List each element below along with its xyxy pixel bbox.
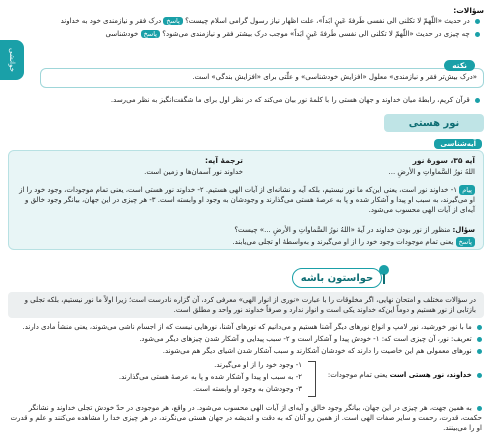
bullet-text: ما با نور خورشید، نور لامپ و انواع نورهای دیگر آشنا هستیم و می‌دانیم که نورهای آشنا، نورهایی نیست که از اجسام ناشی می‌شوند، یعنی منشأ مادی دارند. bbox=[22, 323, 472, 331]
question-2-text: چه چیزی در حدیث «اللّهمّ لا تکلنی الی نفسی طَرفةَ عَینٍ ابَداً» موجب درک بیشتر فقر و نیازمندی می‌شود؟ bbox=[162, 30, 470, 38]
final-paragraph-text: به همین جهت، هر چیزی در این جهان، بیانگر وجود خالق و آیه‌ای از آیات الهی محسوب می‌شود. در واقع، هر موجودی در حدّ خودش تجلی خداوند و نشانگر حکمت، قدرت، رحمت و سایر صفات الهی است. از همین رو آنان که به دقت و اندیشه در جهان هستی می‌نگرند، در هر چیزی خدا را مشاهده می‌کنند و علم و قدرت او را می‌بینند. bbox=[10, 404, 482, 432]
bullet-icon bbox=[477, 349, 482, 354]
question-1-text: در حدیث «اللّهمّ لا تکلنی الی نفسی طَرفةَ عَینٍ ابَداً»، علت اظهار نیاز رسول گرامی اسلام چیست؟ bbox=[185, 17, 470, 25]
question-1-answer: درک فقر و نیازمندی خود به خداوند bbox=[60, 17, 162, 25]
translation-text: خداوند نور آسمان‌ها و زمین است. bbox=[144, 168, 243, 176]
question-1 bbox=[61, 17, 480, 25]
final-paragraph bbox=[8, 403, 482, 433]
bullet-icon bbox=[477, 373, 482, 378]
havas-title: حواستون باشه bbox=[300, 272, 374, 284]
bullet-text: نورهای معمولی هم این خاصیت را دارند که خودشان آشکارند و سبب آشکار شدن اشیای دیگر هم می‌شوند. bbox=[162, 347, 472, 355]
ayeh-arabic: اللهُ نورُ السَّماواتِ و الأرضِ ... bbox=[388, 168, 475, 176]
khoda-nur-item: ۲- به سبب او پیدا و آشکار شده و پا به عرصهٔ هستی می‌گذارند. bbox=[118, 373, 302, 381]
ayeh-question bbox=[17, 225, 475, 235]
ayeh-answer-text: یعنی تمام موجودات وجود خود را از او می‌گیرند و به‌واسطهٔ او تجلی می‌یابند. bbox=[232, 238, 454, 246]
pushpin-icon bbox=[376, 264, 392, 286]
chapter-side-tab[interactable]: خوانشی bbox=[0, 40, 24, 80]
bullet-icon bbox=[475, 32, 480, 37]
bullet-icon bbox=[477, 325, 482, 330]
ayeh-question-text: منظور از نور بودن خداوند در آیهٔ «اللهُ نورُ السَّماواتِ و الأرضِ ...» چیست؟ bbox=[234, 226, 451, 234]
questions-heading: سؤالات: bbox=[453, 6, 484, 15]
bullet-icon bbox=[477, 337, 482, 342]
section-title-havastoon bbox=[292, 268, 382, 288]
quran-line bbox=[111, 96, 480, 104]
bullet-item bbox=[163, 347, 482, 355]
ayeh-ref: آیه ۳۵، سورهٔ نور bbox=[412, 156, 475, 165]
bullet-text: تعریف: نور، آن چیزی است که: ۱- خودش پیدا و آشکار است و ۲- سبب پیدایی و آشکار شدن چیزهای دیگر می‌شود. bbox=[139, 335, 472, 343]
bullet-icon bbox=[477, 406, 482, 411]
section-title-nur-hasti: نور هستی bbox=[384, 114, 484, 132]
answer-tag: پاسخ bbox=[141, 30, 160, 38]
bullet-icon bbox=[475, 19, 480, 24]
brace-icon bbox=[308, 361, 316, 397]
note-box bbox=[40, 61, 484, 88]
ayeh-box bbox=[8, 150, 484, 250]
khoda-nur-title: خداوند، نور هستی است bbox=[389, 371, 472, 379]
ayeh-question-label: سؤال: bbox=[452, 226, 475, 234]
khoda-nur-suffix: یعنی تمام موجودات: bbox=[327, 371, 388, 379]
message-tag: پیام bbox=[459, 185, 475, 195]
translation-label: ترجمهٔ آیه: bbox=[204, 156, 243, 165]
question-2 bbox=[105, 30, 480, 38]
note-label: نکته bbox=[444, 60, 475, 71]
khoda-nur-label bbox=[328, 371, 482, 379]
question-2-answer: خودشناسی bbox=[105, 30, 139, 38]
bullet-item bbox=[139, 335, 482, 343]
bullet-icon bbox=[475, 98, 480, 103]
khoda-nur-item: ۱- وجود خود را از او می‌گیرند. bbox=[214, 361, 302, 369]
ayeh-answer bbox=[17, 237, 475, 247]
havas-text: در سؤالات مختلف و امتحان نهایی، اگر مخلوقات را با عبارت «نوری از انوار الهی» معرفی کرد، آن گزاره نادرست است؛ زیرا اولاً ما نور نیستیم، بلکه تجلی و بازتابی از نور هستیم و دوماً این‌که خداوند یکی است و انوار ندارد و صرفاً خداوند نور واحد و مطلق است. bbox=[24, 296, 476, 314]
bullet-item bbox=[8, 323, 482, 331]
message-text: ۱- خداوند نور است، یعنی این‌که ما نور نیستیم، بلکه آیه و نشانه‌ای از آیات الهی هستیم. ۲- خداوند نور هستی است، یعنی تمام موجودات، وجود خود را از او می‌گیرند، به سبب او پیدا و آشکار شده و پا به عرصهٔ هستی می‌گذارند و وجودشان به وجود او وابسته است. ۳- هر چیزی در این جهان، بیانگر وجود خالق و آیه‌ای از آیات الهی محسوب می‌شود. bbox=[19, 186, 475, 214]
quran-line-text: قرآن کریم، رابطهٔ میان خداوند و جهان هستی را با کلمهٔ نور بیان می‌کند که در نظر اول برای ما شگفت‌انگیز به نظر می‌رسد. bbox=[110, 96, 470, 104]
ayeh-message bbox=[17, 185, 475, 215]
ayeh-tag: آیه‌شناسی bbox=[434, 139, 482, 149]
answer-tag: پاسخ bbox=[456, 237, 475, 247]
khoda-nur-item: ۳- وجودشان به وجود او وابسته است. bbox=[193, 385, 302, 393]
havas-box bbox=[8, 292, 484, 318]
answer-tag: پاسخ bbox=[163, 17, 182, 25]
note-text: «درک بیش‌تر فقر و نیازمندی» معلول «افزایش خودشناسی» و علّتی برای «افزایش بندگی» است. bbox=[192, 73, 477, 81]
